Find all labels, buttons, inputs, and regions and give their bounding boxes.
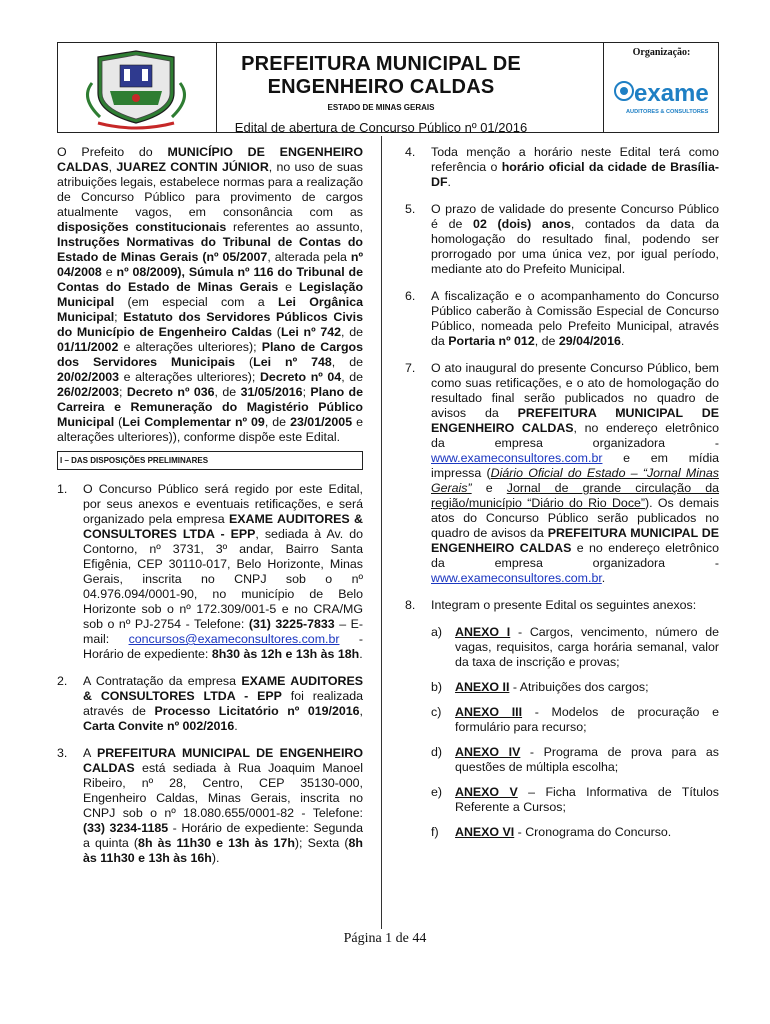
clause-number: 6. — [405, 289, 416, 303]
clause-text: Toda menção a horário neste Edital terá como referência o horário oficial da cidade de Brasília-DF. — [431, 145, 719, 189]
column-divider — [381, 136, 382, 929]
annex-item — [431, 745, 719, 775]
annex-label: ANEXO II — [455, 680, 510, 694]
website-link[interactable]: www.exameconsultores.com.br — [431, 451, 603, 465]
annex-label: ANEXO I — [455, 625, 511, 639]
annex-letter: b) — [431, 680, 443, 694]
clause-5 — [405, 202, 719, 277]
coat-of-arms-icon — [58, 43, 216, 132]
header-title — [216, 53, 546, 99]
intro-paragraph: O Prefeito do MUNICÍPIO DE ENGENHEIRO CALDAS, JUAREZ CONTIN JÚNIOR, no uso de suas atribuições legais, estabelece normas para a realização de Concurso Público para provimento de cargos atualmente vagos, em consonância com as disposições constitucionais referentes ao assunto, Instruções Normativas do Tribunal de Contas do Estado de Minas Gerais (nº 05/2007, alterada pela nº 04/2008 e nº 08/2009), Súmula nº 116 do Tribunal de Contas do Estado de Minas Gerais e Legislação Municipal (em especial com a Lei Orgânica Municipal; Estatuto dos Servidores Públicos Civis do Município de Engenheiro Caldas (Lei nº 742, de 01/11/2002 e alterações ulteriores); Plano de Cargos dos Servidores Municipais (Lei nº 748, de 20/02/2003 e alterações ulteriores); Decreto nº 04, de 26/02/2003; Decreto nº 036, de 31/05/2016; Plano de Carreira e Remuneração do Magistério Público Municipal (Lei Complementar nº 09, de 23/01/2005 e alterações ulteriores)), conforme dispõe este Edital. — [57, 145, 364, 444]
exame-logo-text: exame — [634, 80, 709, 107]
organizer-label: Organização: — [632, 47, 691, 58]
annex-item — [431, 785, 719, 815]
clause-number: 8. — [405, 598, 416, 612]
annex-item — [431, 705, 719, 735]
exame-logo-icon — [612, 73, 712, 119]
annex-label: ANEXO III — [455, 705, 523, 719]
annex-item — [431, 625, 719, 670]
clause-number: 1. — [57, 482, 68, 496]
header-state: ESTADO DE MINAS GERAIS — [327, 103, 435, 112]
annex-item — [431, 680, 719, 695]
official-gazette-ref: Diário Oficial do Estado – “Jornal Minas Gerais” — [431, 466, 719, 495]
annex-text: - Programa de prova para as questões de múltipla escolha; — [455, 745, 719, 774]
clause-number: 2. — [57, 674, 68, 688]
annex-text: - Atribuições dos cargos; — [509, 680, 649, 694]
clause-text: O ato inaugural do presente Concurso Público, bem como suas retificações, e o ato de homologação do resultado final serão publicados no quadro de avisos da PREFEITURA MUNICIPAL DE ENGENHEIRO CALDAS, no endereço eletrônico da empresa organizadora - www.exameconsultores.com.br e em mídia impressa (Diário Oficial do Estado – “Jornal Minas Gerais” e Jornal de grande circulação da região/município “Diário do Rio Doce”). Os demais atos do Concurso Público serão publicados no quadro de avisos da PREFEITURA MUNICIPAL DE ENGENHEIRO CALDAS e no endereço eletrônico da empresa organizadora - www.exameconsultores.com.br. — [431, 361, 720, 585]
email-link[interactable]: concursos@exameconsultores.com.br — [128, 632, 340, 646]
annex-item — [431, 825, 719, 840]
annex-letter: d) — [431, 745, 443, 759]
clause-4 — [405, 145, 719, 190]
header-title-line-2: ENGENHEIRO CALDAS — [267, 76, 495, 98]
header-title-block — [216, 43, 546, 135]
annex-letter: c) — [431, 705, 442, 719]
left-column — [57, 145, 363, 878]
clause-text: O Concurso Público será regido por este Edital, por seus anexos e eventuais retificações, e será organizado pela empresa EXAME AUDITORES & CONSULTORES LTDA - EPP, sediada à Av. do Contorno, nº 3731, 3º andar, Bairro Santa Efigênia, CEP 30110-017, Belo Horizonte, Minas Gerais, inscrita no CNPJ sob o nº 04.976.094/0001-90, no município de Belo Horizonte sob o nº 172.309/001-5 e no CRA/MG sob o nº PJ-2754 - Telefone: (31) 3225-7833 – E-mail: concursos@exameconsultores.com.br - Horário de expediente: 8h30 às 12h e 13h às 18h. — [83, 482, 364, 661]
annex-text: - Modelos de procuração e formulário para recurso; — [455, 705, 719, 734]
header-edital: Edital de abertura de Concurso Público nº 01/2016 — [234, 120, 528, 135]
right-column — [405, 145, 719, 850]
clause-number: 7. — [405, 361, 416, 375]
clause-number: 3. — [57, 746, 68, 760]
header-title-line-1: PREFEITURA MUNICIPAL DE — [241, 53, 521, 75]
section-heading: I – DAS DISPOSIÇÕES PRELIMINARES — [57, 451, 363, 470]
clause-number: 4. — [405, 145, 416, 159]
clause-text: O prazo de validade do presente Concurso Público é de 02 (dois) anos, contados da data da homologação do resultado final, podendo ser prorrogado por uma única vez, por igual período, mediante ato do Prefeito Municipal. — [431, 202, 719, 276]
annex-label: ANEXO IV — [455, 745, 521, 759]
clause-6 — [405, 289, 719, 349]
annex-text: - Cronograma do Concurso. — [514, 825, 672, 839]
clause-1 — [57, 482, 363, 662]
page-number: Página 1 de 44 — [343, 931, 427, 946]
organizer-block — [603, 43, 719, 132]
annex-label: ANEXO V — [455, 785, 518, 799]
annex-letter: f) — [431, 825, 439, 839]
newspaper-ref: Jornal de grande circulação da região/município “Diário do Rio Doce” — [431, 481, 720, 510]
clause-text: A PREFEITURA MUNICIPAL DE ENGENHEIRO CALDAS está sediada à Rua Joaquim Manoel Ribeiro, nº 28, Centro, CEP 35130-000, Engenheiro Caldas, Minas Gerais, inscrita no CNPJ sob o nº 18.080.655/0001-82 - Telefone: (33) 3234-1185 - Horário de expediente: Segunda a quinta (8h às 11h30 e 13h às 17h); Sexta (8h às 11h30 e 13h às 16h). — [83, 746, 363, 865]
clause-2 — [57, 674, 363, 734]
clause-number: 5. — [405, 202, 416, 216]
exame-logo-subtext: AUDITORES & CONSULTORES — [626, 109, 709, 115]
clause-7 — [405, 361, 719, 586]
annex-text: – Ficha Informativa de Títulos Referente a Cursos; — [455, 785, 719, 814]
annex-letter: a) — [431, 625, 443, 639]
clause-3 — [57, 746, 363, 866]
clause-text: Integram o presente Edital os seguintes anexos: — [431, 598, 697, 612]
document-header — [57, 42, 719, 133]
annex-text: - Cargos, vencimento, número de vagas, requisitos, carga horária semanal, valor da taxa de inscrição e provas; — [455, 625, 720, 669]
clause-text: A Contratação da empresa EXAME AUDITORES & CONSULTORES LTDA - EPP foi realizada através de Processo Licitatório nº 019/2016, Carta Convite nº 002/2016. — [83, 674, 364, 733]
annex-letter: e) — [431, 785, 443, 799]
annex-label: ANEXO VI — [455, 825, 515, 839]
municipal-coat-of-arms — [58, 43, 217, 132]
clause-text: A fiscalização e o acompanhamento do Concurso Público caberão à Comissão Especial de Concurso Público, nomeada pelo Prefeito Municipal, através da Portaria nº 012, de 29/04/2016. — [431, 289, 719, 348]
website-link[interactable]: www.exameconsultores.com.br — [431, 571, 602, 585]
clause-8 — [405, 598, 719, 613]
